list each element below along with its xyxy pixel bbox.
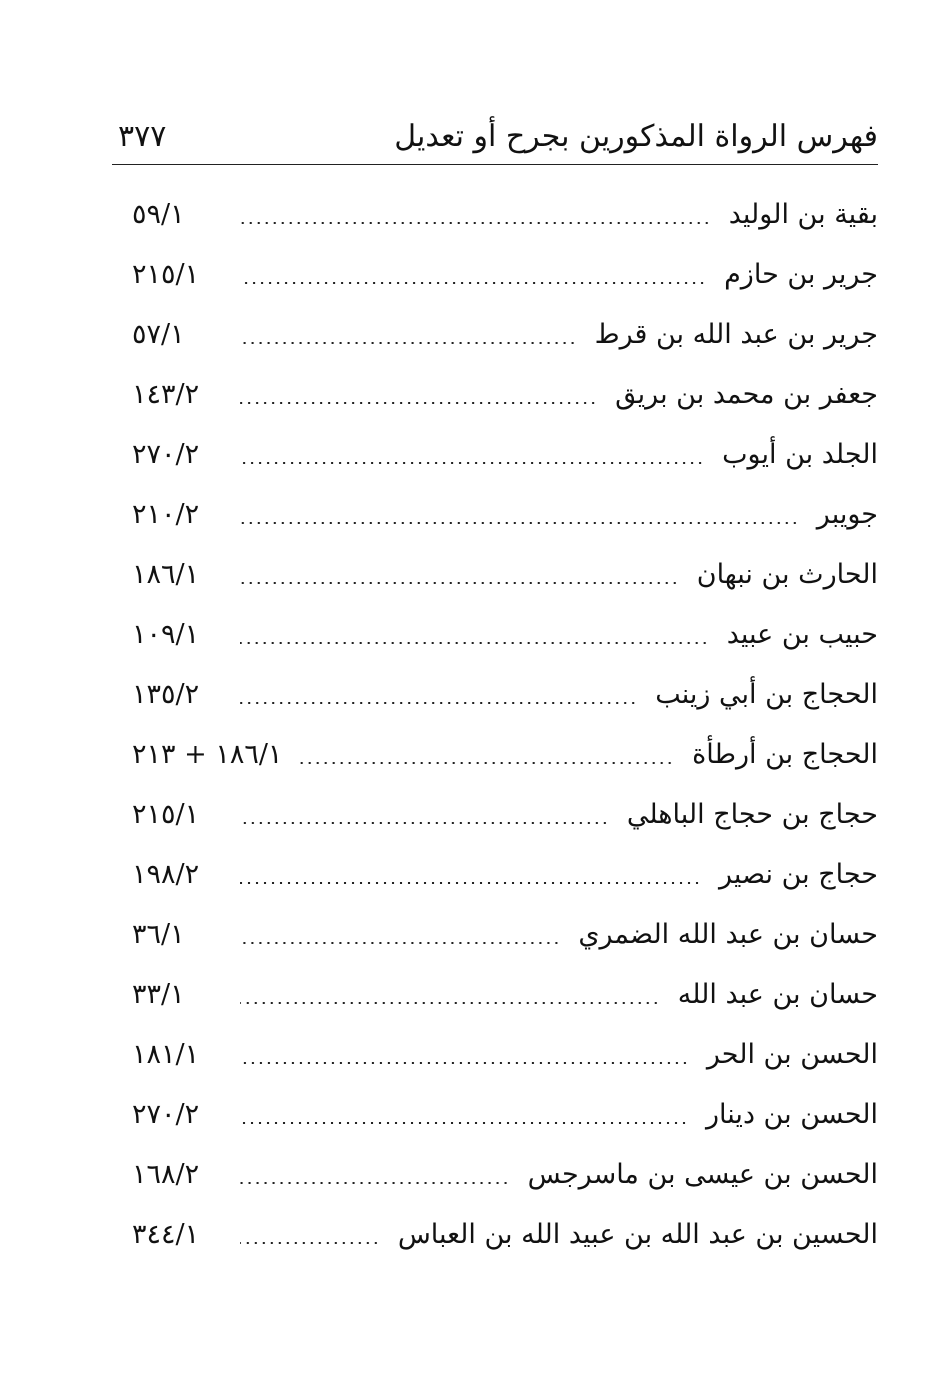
narrator-name: حجاج بن نصير bbox=[719, 858, 878, 890]
index-entry bbox=[132, 964, 878, 1024]
narrator-name: جعفر بن محمد بن بريق bbox=[615, 378, 878, 410]
page-number: ٣٧٧ bbox=[118, 118, 167, 154]
narrator-name: بقية بن الوليد bbox=[728, 198, 878, 230]
dot-leader bbox=[240, 702, 637, 704]
dot-leader bbox=[240, 1122, 688, 1124]
index-entry bbox=[132, 544, 878, 604]
dot-leader bbox=[240, 582, 679, 584]
index-entry bbox=[132, 904, 878, 964]
index-entry bbox=[132, 1144, 878, 1204]
dot-leader bbox=[240, 882, 701, 884]
dot-leader bbox=[240, 642, 709, 644]
narrator-name: جويبر bbox=[816, 498, 878, 530]
page-reference: ٣٣/١ bbox=[132, 978, 185, 1010]
page-reference: ٥٩/١ bbox=[132, 198, 185, 230]
page-reference: ٢٧٠/٢ bbox=[132, 1098, 200, 1130]
index-entry bbox=[132, 424, 878, 484]
dot-leader bbox=[240, 522, 799, 524]
narrator-name: الحسن بن الحر bbox=[706, 1038, 878, 1070]
narrator-name: حبيب بن عبيد bbox=[726, 618, 878, 650]
narrator-name: الحسن بن عيسى بن ماسرجس bbox=[527, 1158, 878, 1190]
dot-leader bbox=[240, 342, 577, 344]
page-reference: ١٨٦/١ bbox=[132, 558, 200, 590]
index-entry bbox=[132, 844, 878, 904]
index-entry bbox=[132, 664, 878, 724]
dot-leader bbox=[240, 1002, 660, 1004]
page-reference: ٢١٥/١ bbox=[132, 798, 200, 830]
narrator-name: الحجاج بن أبي زينب bbox=[655, 678, 878, 710]
page-reference: ١٨٦/١ + ٢١٣ bbox=[132, 738, 283, 770]
narrator-name: الحسن بن دينار bbox=[706, 1098, 878, 1130]
page-reference: ٥٧/١ bbox=[132, 318, 185, 350]
narrator-name: الحسين بن عبد الله بن عبيد الله بن العباس bbox=[397, 1218, 878, 1250]
page-reference: ١٣٥/٢ bbox=[132, 678, 200, 710]
dot-leader bbox=[240, 282, 706, 284]
index-entry bbox=[132, 1204, 878, 1264]
page-reference: ٢١٥/١ bbox=[132, 258, 200, 290]
page-reference: ١٨١/١ bbox=[132, 1038, 200, 1070]
dot-leader bbox=[240, 462, 704, 464]
dot-leader bbox=[240, 1182, 510, 1184]
running-title: فهرس الرواة المذكورين بجرح أو تعديل bbox=[394, 118, 878, 154]
dot-leader bbox=[300, 762, 674, 764]
dot-leader bbox=[240, 1242, 380, 1244]
page-reference: ٣٤٤/١ bbox=[132, 1218, 200, 1250]
page-reference: ٣٦/١ bbox=[132, 918, 185, 950]
page-reference: ٢٧٠/٢ bbox=[132, 438, 200, 470]
index-entry bbox=[132, 484, 878, 544]
narrator-name: جرير بن عبد الله بن قرط bbox=[594, 318, 878, 350]
dot-leader bbox=[240, 942, 560, 944]
dot-leader bbox=[240, 1062, 689, 1064]
page-header bbox=[112, 108, 878, 165]
narrator-name: جرير بن حازم bbox=[724, 258, 878, 290]
index-entry bbox=[132, 724, 878, 784]
narrator-name: حسان بن عبد الله الضمري bbox=[578, 918, 878, 950]
index-entry bbox=[132, 604, 878, 664]
index-entry bbox=[132, 364, 878, 424]
index-entry bbox=[132, 184, 878, 244]
index-entry bbox=[132, 1084, 878, 1144]
page-reference: ١٦٨/٢ bbox=[132, 1158, 200, 1190]
index-entry bbox=[132, 1024, 878, 1084]
narrator-name: الحجاج بن أرطأة bbox=[692, 738, 878, 770]
dot-leader bbox=[240, 222, 711, 224]
page-reference: ١٠٩/١ bbox=[132, 618, 200, 650]
narrator-name: حجاج بن حجاج الباهلي bbox=[626, 798, 878, 830]
narrator-name: الحارث بن نبهان bbox=[696, 558, 878, 590]
narrator-name: حسان بن عبد الله bbox=[677, 978, 878, 1010]
page-reference: ١٤٣/٢ bbox=[132, 378, 200, 410]
narrator-name: الجلد بن أيوب bbox=[722, 438, 878, 470]
index-entry bbox=[132, 784, 878, 844]
dot-leader bbox=[240, 822, 609, 824]
page-reference: ١٩٨/٢ bbox=[132, 858, 200, 890]
index-list bbox=[132, 184, 878, 1264]
dot-leader bbox=[240, 402, 597, 404]
index-entry bbox=[132, 244, 878, 304]
page-reference: ٢١٠/٢ bbox=[132, 498, 200, 530]
index-entry bbox=[132, 304, 878, 364]
